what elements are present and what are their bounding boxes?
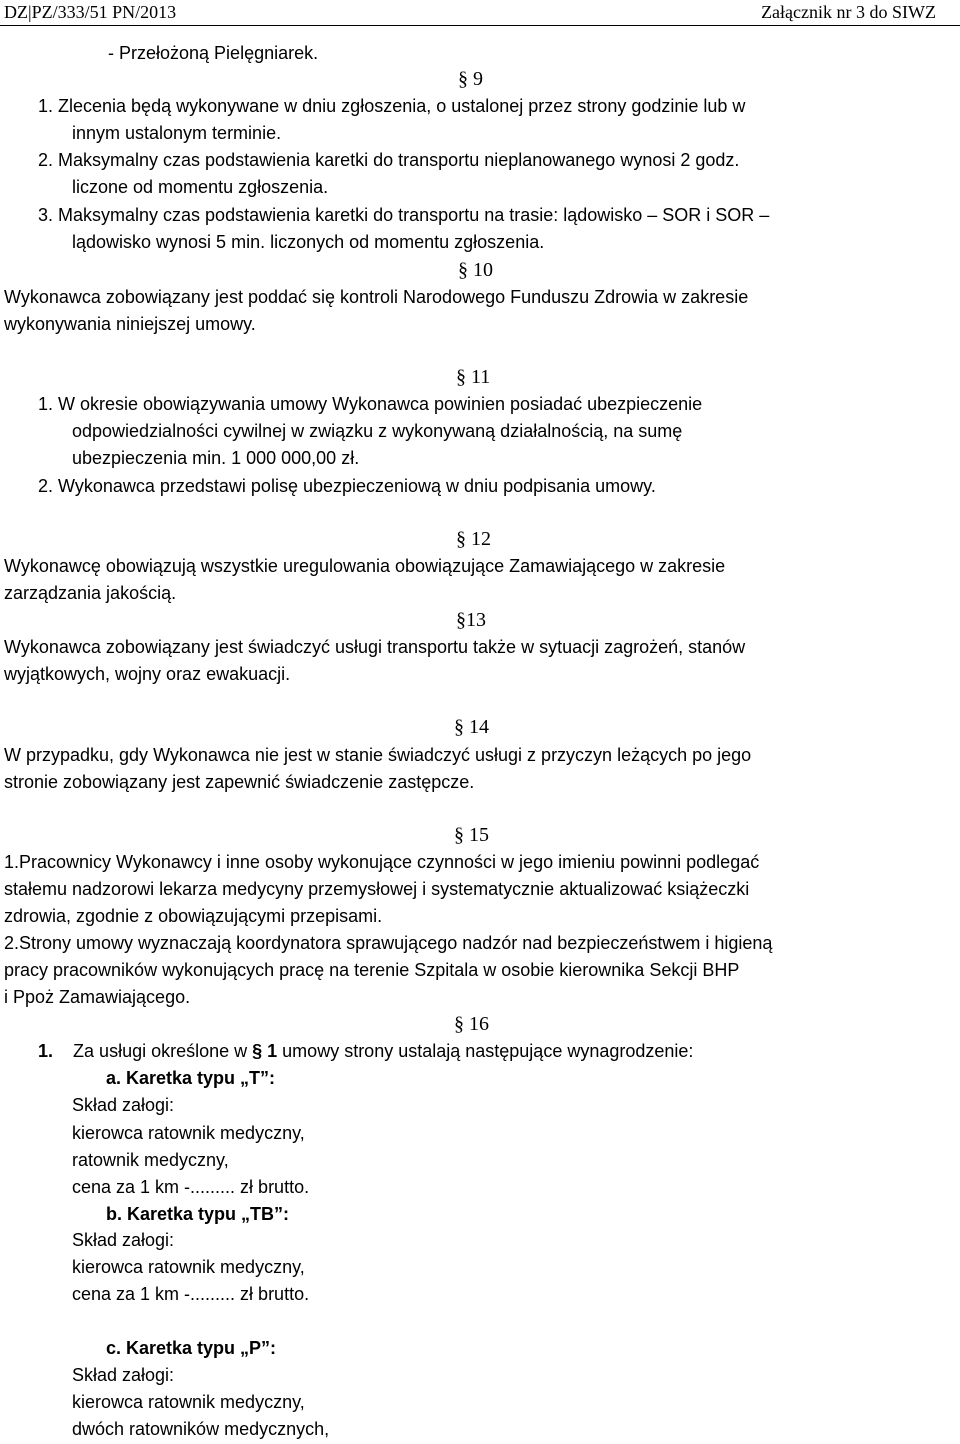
paragraph-line: wyjątkowych, wojny oraz ewakuacji. xyxy=(4,664,291,684)
paragraph-line-16-1 xyxy=(38,1038,693,1064)
header-attachment-label: Załącznik nr 3 do SIWZ xyxy=(761,2,936,22)
paragraph-line: innym ustalonym terminie. xyxy=(72,123,282,143)
paragraph-line: W przypadku, gdy Wykonawca nie jest w stanie świadczyć usługi z przyczyn leżących po jego xyxy=(4,745,752,765)
section-heading-11: § 11 xyxy=(456,366,491,388)
paragraph-line: Wykonawca zobowiązany jest świadczyć usługi transportu także w sytuacji zagrożeń, stanów xyxy=(4,637,746,657)
paragraph-line: odpowiedzialności cywilnej w związku z wykonywaną działalnością, na sumę xyxy=(72,421,683,441)
text-fragment: Za usługi określone w xyxy=(73,1041,253,1061)
paragraph-line: zdrowia, zgodnie z obowiązującymi przepisami. xyxy=(4,906,383,926)
paragraph-line: Wykonawca zobowiązany jest poddać się kontroli Narodowego Funduszu Zdrowia w zakresie xyxy=(4,287,749,307)
paragraph-line: 2. Maksymalny czas podstawienia karetki do transportu nieplanowanego wynosi 2 godz. xyxy=(38,150,740,170)
crew-member: dwóch ratowników medycznych, xyxy=(72,1419,330,1439)
paragraph-line: i Ppoż Zamawiającego. xyxy=(4,987,191,1007)
crew-member: ratownik medyczny, xyxy=(72,1150,229,1170)
crew-member: kierowca ratownik medyczny, xyxy=(72,1257,305,1277)
text-fragment: umowy strony ustalają następujące wynagrodzenie: xyxy=(277,1041,694,1061)
header-rule xyxy=(0,25,960,26)
paragraph-line: 1. Zlecenia będą wykonywane w dniu zgłoszenia, o ustalonej przez strony godzinie lub w xyxy=(38,96,746,116)
paragraph-line: Wykonawcę obowiązują wszystkie uregulowania obowiązujące Zamawiającego w zakresie xyxy=(4,556,726,576)
crew-label: Skład załogi: xyxy=(72,1095,175,1115)
crew-member: kierowca ratownik medyczny, xyxy=(72,1123,305,1143)
paragraph-line: 3. Maksymalny czas podstawienia karetki do transportu na trasie: lądowisko – SOR i SOR – xyxy=(38,205,770,225)
header-document-id: DZ|PZ/333/51 PN/2013 xyxy=(4,2,177,22)
ambulance-type-p-heading: c. Karetka typu „P”: xyxy=(106,1338,277,1358)
crew-label: Skład załogi: xyxy=(72,1365,175,1385)
paragraph-line: 2. Wykonawca przedstawi polisę ubezpieczeniową w dniu podpisania umowy. xyxy=(38,476,656,496)
paragraph-line: lądowisko wynosi 5 min. liczonych od momentu zgłoszenia. xyxy=(72,232,545,252)
paragraph-line: pracy pracowników wykonujących pracę na terenie Szpitala w osobie kierownika Sekcji BHP xyxy=(4,960,740,980)
section-heading-14: § 14 xyxy=(454,716,489,738)
paragraph-line: stronie zobowiązany jest zapewnić świadczenie zastępcze. xyxy=(4,772,475,792)
section-heading-16: § 16 xyxy=(454,1013,489,1035)
paragraph-line: 1.Pracownicy Wykonawcy i inne osoby wykonujące czynności w jego imieniu powinni podlegać xyxy=(4,852,760,872)
paragraph-line: liczone od momentu zgłoszenia. xyxy=(72,177,329,197)
section-heading-13: §13 xyxy=(456,609,486,631)
section-reference: § 1 xyxy=(252,1041,278,1061)
section-heading-15: § 15 xyxy=(454,824,489,846)
crew-member: kierowca ratownik medyczny, xyxy=(72,1392,305,1412)
list-item-dash: - Przełożoną Pielęgniarek. xyxy=(108,43,319,63)
list-number: 1. xyxy=(38,1041,54,1061)
price-line: cena za 1 km -......... zł brutto. xyxy=(72,1284,310,1304)
section-heading-9: § 9 xyxy=(458,68,483,90)
paragraph-line: zarządzania jakością. xyxy=(4,583,177,603)
section-heading-12: § 12 xyxy=(456,528,491,550)
section-heading-10: § 10 xyxy=(458,259,493,281)
crew-label: Skład załogi: xyxy=(72,1230,175,1250)
paragraph-line: stałemu nadzorowi lekarza medycyny przemysłowej i systematycznie aktualizować książeczki xyxy=(4,879,750,899)
price-line: cena za 1 km -......... zł brutto. xyxy=(72,1177,310,1197)
paragraph-line: 1. W okresie obowiązywania umowy Wykonawca powinien posiadać ubezpieczenie xyxy=(38,394,703,414)
paragraph-line: 2.Strony umowy wyznaczają koordynatora sprawującego nadzór nad bezpieczeństwem i higieną xyxy=(4,933,773,953)
ambulance-type-t-heading: a. Karetka typu „T”: xyxy=(106,1068,276,1088)
paragraph-line: ubezpieczenia min. 1 000 000,00 zł. xyxy=(72,448,360,468)
ambulance-type-tb-heading: b. Karetka typu „TB”: xyxy=(106,1204,290,1224)
paragraph-line: wykonywania niniejszej umowy. xyxy=(4,314,256,334)
